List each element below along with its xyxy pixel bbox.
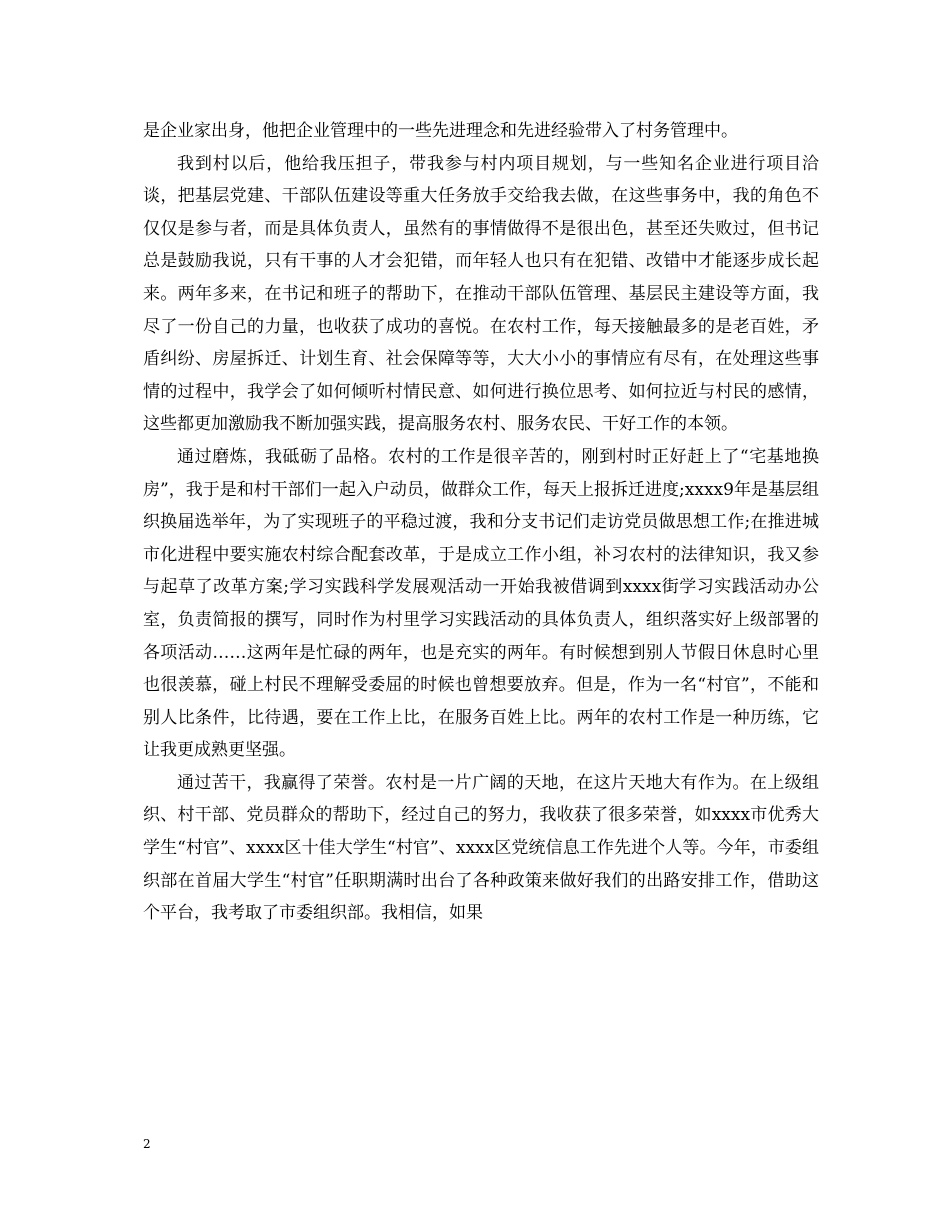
page-number: 2 xyxy=(143,1137,151,1151)
paragraph-honors: 通过苦干，我赢得了荣誉。农村是一片广阔的天地，在这片天地大有作为。在上级组织、村干部、党员群众的帮助下，经过自己的努力，我收获了很多荣誉，如xxxx市优秀大学生“村官”、xxxx区十佳大学生“村官”、xxxx区党统信息工作先进个人等。今年，市委组织部在首届大学生“村官”任职期满时出台了各种政策来做好我们的出路安排工作，借助这个平台，我考取了市委组织部。我相信，如果 xyxy=(143,772,819,924)
paragraph-continuation: 是企业家出身，他把企业管理中的一些先进理念和先进经验带入了村务管理中。 xyxy=(143,121,738,141)
body-text xyxy=(143,115,819,930)
paragraph-village-work: 我到村以后，他给我压担子，带我参与村内项目规划，与一些知名企业进行项目洽谈，把基层党建、干部队伍建设等重大任务放手交给我去做，在这些事务中，我的角色不仅仅是参与者，而是具体负责人，虽然有的事情做得不是很出色，甚至还失败过，但书记总是鼓励我说，只有干事的人才会犯错，而年轻人也只有在犯错、改错中才能逐步成长起来。两年多来，在书记和班子的帮助下，在推动干部队伍管理、基层民主建设等方面，我尽了一份自己的力量，也收获了成功的喜悦。在农村工作，每天接触最多的是老百姓，矛盾纠纷、房屋拆迁、计划生育、社会保障等等，大大小小的事情应有尽有，在处理这些事情的过程中，我学会了如何倾听村情民意、如何进行换位思考、如何拉近与村民的感情，这些都更加激励我不断加强实践，提高服务农村、服务农民、干好工作的本领。 xyxy=(143,153,819,435)
paragraph-tempering: 通过磨炼，我砥砺了品格。农村的工作是很辛苦的，刚到村时正好赶上了“宅基地换房”，我于是和村干部们一起入户动员，做群众工作，每天上报拆迁进度;xxxx9年是基层组织换届选举年，为了实现班子的平稳过渡，我和分支书记们走访党员做思想工作;在推进城市化进程中要实施农村综合配套改革，于是成立工作小组，补习农村的法律知识，我又参与起草了改革方案;学习实践科学发展观活动一开始我被借调到xxxx街学习实践活动办公室，负责简报的撰写，同时作为村里学习实践活动的具体负责人，组织落实好上级部署的各项活动……这两年是忙碌的两年，也是充实的两年。有时候想到别人节假日休息时心里也很羡慕，碰上村民不理解受委屈的时候也曾想要放弃。但是，作为一名“村官”，不能和别人比条件，比待遇，要在工作上比，在服务百姓上比。两年的农村工作是一种历练，它让我更成熟更坚强。 xyxy=(143,446,819,761)
